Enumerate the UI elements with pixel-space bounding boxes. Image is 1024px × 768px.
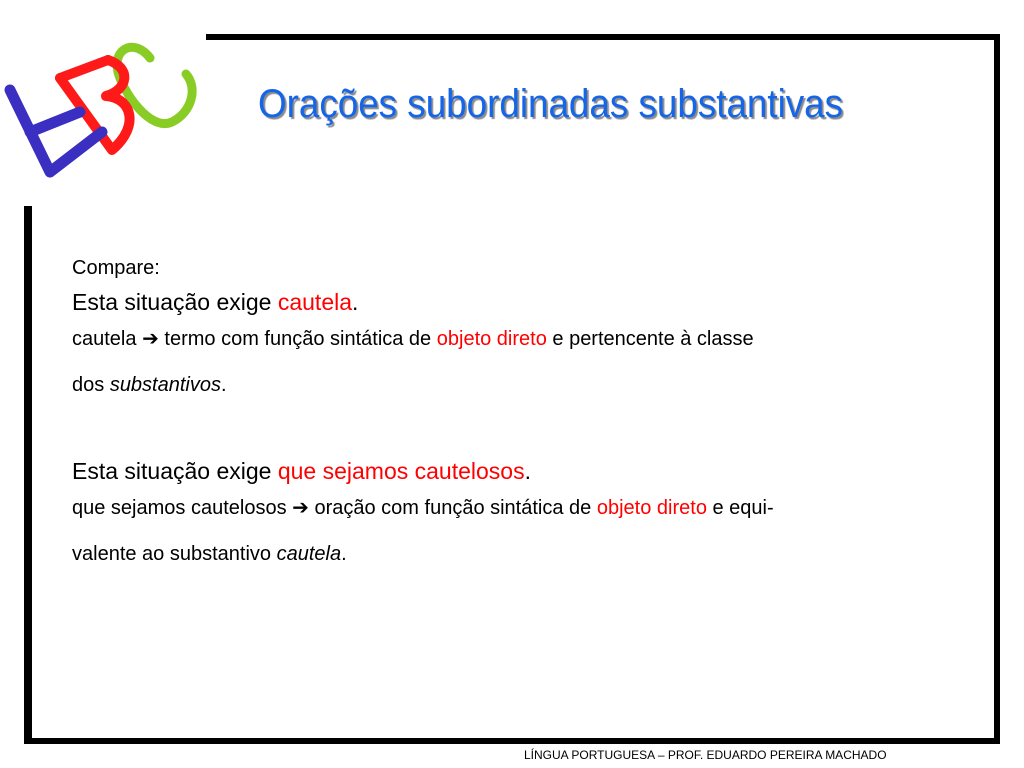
example-2 [72,455,977,487]
example-2-highlight: que sejamos cautelosos [277,458,525,484]
compare-label: Compare: [72,257,160,279]
explanation-2-highlight: objeto direto [596,497,707,519]
example-1 [72,286,977,318]
content-block [72,254,977,568]
explanation-2-text: oração com função sintática de [308,497,597,519]
example-1-highlight: cautela [277,289,353,315]
arrow-right-icon: ➔ [292,495,309,519]
example-2-text: Esta situação exige [72,458,278,484]
slide-title: Orações subordinadas substantivas [258,82,844,126]
example-1-end: . [352,289,359,315]
explanation-1-highlight: objeto direto [436,328,547,350]
footer-credit: LÍNGUA PORTUGUESA – PROF. EDUARDO PEREIRA MACHADO [524,748,887,762]
explanation-2-rest: e equi- [706,497,774,519]
explanation-1-line-2-text: dos [72,374,110,396]
frame-top-line [206,34,1000,40]
explanation-1-italic: substantivos [109,374,221,396]
explanation-2-line-1 [72,493,977,522]
frame-bottom-line [24,738,1000,744]
explanation-2-line-2-text: valente ao substantivo [72,543,277,565]
logo-letter-a [10,90,102,172]
explanation-2-italic: cautela [276,543,342,565]
explanation-2-term: que sejamos cautelosos [72,497,293,519]
explanation-1-line-2 [72,371,977,399]
example-2-end: . [524,458,531,484]
arrow-right-icon: ➔ [142,326,159,350]
explanation-1-line-1 [72,324,977,353]
example-1-text: Esta situação exige [72,289,278,315]
explanation-2-line-2 [72,540,977,568]
explanation-1-end: . [220,374,227,396]
abc-logo [0,40,210,190]
explanation-1-term: cautela [72,328,143,350]
explanation-2-end: . [341,543,347,565]
frame-left-line [24,206,32,744]
frame-right-line [994,34,1000,744]
explanation-1-text: termo com função sintática de [158,328,437,350]
explanation-1-rest: e pertencente à classe [546,328,754,350]
